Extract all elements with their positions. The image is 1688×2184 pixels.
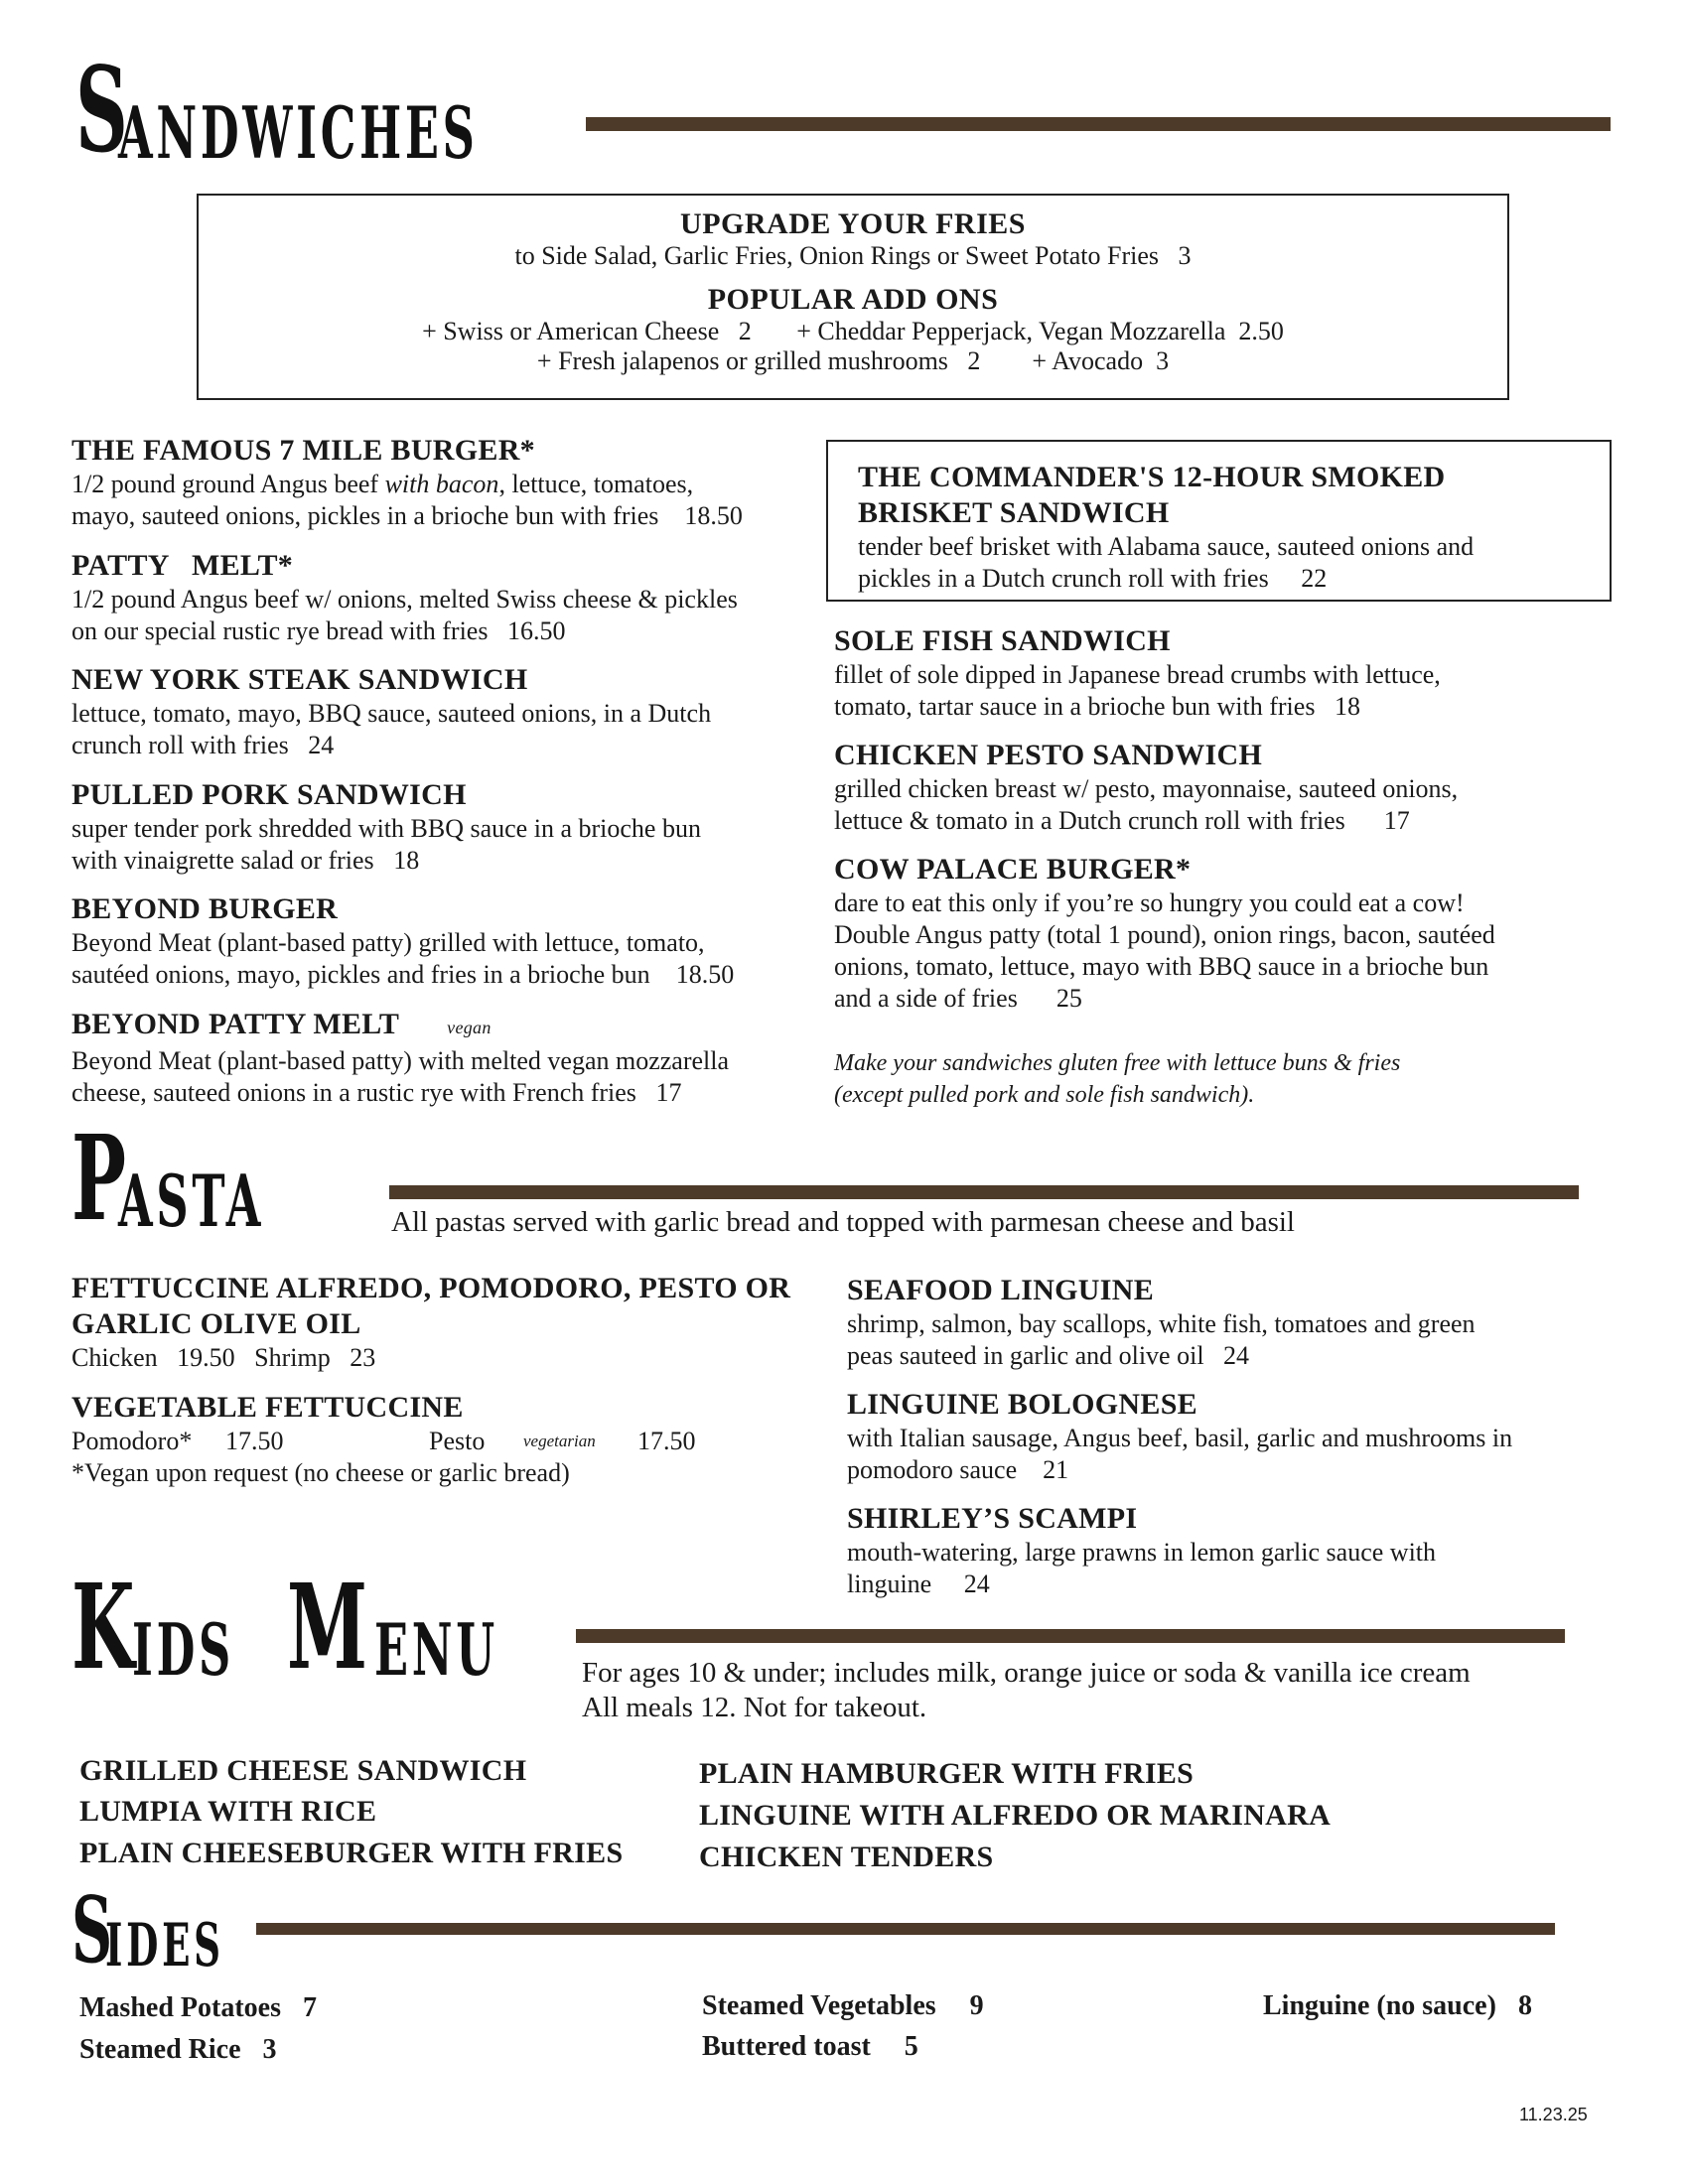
addons-heading: POPULAR ADD ONS <box>707 283 999 316</box>
brisket-box <box>826 440 1612 602</box>
menu-date: 11.23.25 <box>1519 2105 1588 2124</box>
kids-menu-rule <box>576 1629 1565 1643</box>
kids-item: LUMPIA WITH RICE <box>79 1795 377 1828</box>
kids-item: GRILLED CHEESE SANDWICH <box>79 1754 527 1787</box>
kids-menu-subtitle: For ages 10 & under; includes milk, orange juice or soda & vanilla ice cream All meals 12. Not for takeout. <box>582 1657 1471 1723</box>
kids-item: LINGUINE WITH ALFREDO OR MARINARA <box>699 1799 1332 1832</box>
menu-item-cow-palace-burger: COW PALACE BURGER* dare to eat this only if you’re so hungry you could eat a cow! Double Angus patty (total 1 pound), onion rings, bacon, sautéed onions, tomato, lettuce, mayo with BBQ sauce in a brioche bun and a side of fries 25 <box>834 853 1495 1013</box>
kids-menu-heading: K IDS M ENU <box>71 1558 499 1696</box>
menu-item-shirleys-scampi: SHIRLEY’S SCAMPI mouth-watering, large prawns in lemon garlic sauce with linguine 24 <box>847 1502 1437 1598</box>
sides-rule <box>256 1923 1555 1935</box>
menu-item-fettuccine: FETTUCCINE ALFREDO, POMODORO, PESTO OR GARLIC OLIVE OIL Chicken 19.50 Shrimp 23 <box>71 1272 791 1372</box>
upgrade-heading: UPGRADE YOUR FRIES <box>680 207 1026 240</box>
addons-line-2: + Fresh jalapenos or grilled mushrooms 2 + Avocado 3 <box>536 346 1170 375</box>
menu-item-vegetable-fettuccine: VEGETABLE FETTUCCINE Pomodoro* 17.50 Pesto vegetarian 17.50 *Vegan upon request (no cheese or garlic bread) <box>71 1391 696 1487</box>
sandwiches-heading: S ANDWICHES <box>75 41 479 179</box>
sandwiches-rule <box>586 117 1611 131</box>
menu-item-chicken-pesto: CHICKEN PESTO SANDWICH grilled chicken breast w/ pesto, mayonnaise, sauteed onions, lettuce & tomato in a Dutch crunch roll with fries 17 <box>834 739 1459 835</box>
menu-item-sole-fish: SOLE FISH SANDWICH fillet of sole dipped in Japanese bread crumbs with lettuce, tomato, tartar sauce in a brioche bun with fries 18 <box>834 624 1441 721</box>
kids-item: PLAIN HAMBURGER WITH FRIES <box>699 1757 1195 1790</box>
kids-item: CHICKEN TENDERS <box>699 1841 994 1873</box>
menu-item-beyond-burger: BEYOND BURGER Beyond Meat (plant-based patty) grilled with lettuce, tomato, sautéed onions, mayo, pickles and fries in a brioche bun 18.50 <box>71 892 735 989</box>
pasta-heading: P ASTA <box>71 1109 264 1247</box>
menu-item-patty-melt: PATTY MELT* 1/2 pound Angus beef w/ onions, melted Swiss cheese & pickles on our special rustic rye bread with fries 16.50 <box>71 549 738 645</box>
menu-item-7-mile-burger: THE FAMOUS 7 MILE BURGER* 1/2 pound ground Angus beef with bacon, lettuce, tomatoes, mayo, sauteed onions, pickles in a brioche bun with fries 18.50 <box>71 434 743 530</box>
sides-heading: S IDES <box>71 1876 225 1983</box>
menu-item-brisket: THE COMMANDER'S 12-HOUR SMOKED BRISKET SANDWICH tender beef brisket with Alabama sauce, sauteed onions and pickles in a Dutch crunch roll with fries 22 <box>858 461 1475 593</box>
upgrade-text: to Side Salad, Garlic Fries, Onion Rings or Sweet Potato Fries 3 <box>514 241 1192 270</box>
pasta-subtitle: All pastas served with garlic bread and topped with parmesan cheese and basil <box>391 1206 1295 1238</box>
side-item: Linguine (no sauce) 8 <box>1263 1990 1532 2021</box>
menu-item-beyond-patty-melt: BEYOND PATTY MELT vegan Beyond Meat (plant-based patty) with melted vegan mozzarella cheese, sauteed onions in a rustic rye with French fries 17 <box>71 1008 730 1107</box>
side-item: Mashed Potatoes 7 <box>79 1992 317 2023</box>
side-item: Steamed Vegetables 9 <box>702 1990 984 2021</box>
menu-item-seafood-linguine: SEAFOOD LINGUINE shrimp, salmon, bay scallops, white fish, tomatoes and green peas sauteed in garlic and olive oil 24 <box>847 1274 1476 1370</box>
side-item: Buttered toast 5 <box>702 2031 918 2062</box>
kids-item: PLAIN CHEESEBURGER WITH FRIES <box>79 1837 624 1869</box>
menu-item-pulled-pork: PULLED PORK SANDWICH super tender pork shredded with BBQ sauce in a brioche bun with vinaigrette salad or fries 18 <box>71 778 701 875</box>
gluten-free-note: Make your sandwiches gluten free with lettuce buns & fries (except pulled pork and sole fish sandwich). <box>834 1050 1401 1108</box>
side-item: Steamed Rice 3 <box>79 2034 277 2065</box>
vegan-tag: vegan <box>447 1018 492 1037</box>
addons-line-1: + Swiss or American Cheese 2 + Cheddar Pepperjack, Vegan Mozzarella 2.50 <box>422 317 1284 345</box>
menu-item-linguine-bolognese: LINGUINE BOLOGNESE with Italian sausage, Angus beef, basil, garlic and mushrooms in pomodoro sauce 21 <box>847 1388 1513 1484</box>
pasta-rule <box>389 1185 1579 1199</box>
menu-item-ny-steak: NEW YORK STEAK SANDWICH lettuce, tomato, mayo, BBQ sauce, sauteed onions, in a Dutch crunch roll with fries 24 <box>71 663 712 759</box>
vegetarian-tag: vegetarian <box>523 1432 596 1450</box>
upgrade-box <box>197 194 1509 400</box>
